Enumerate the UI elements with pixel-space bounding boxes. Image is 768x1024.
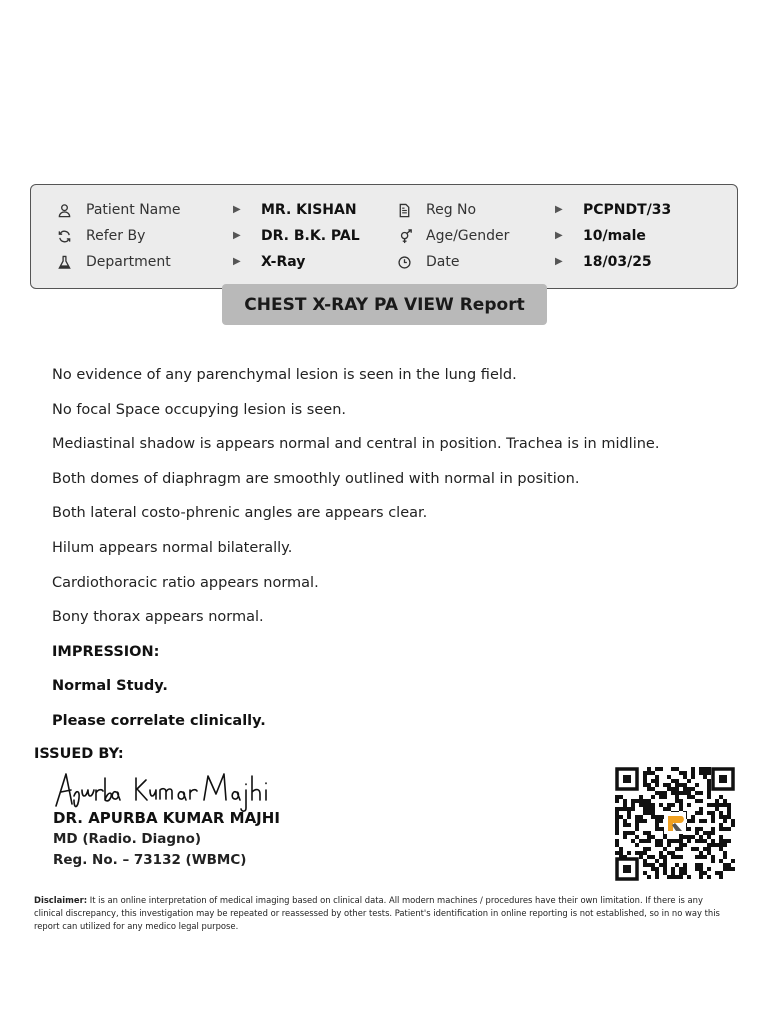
finding-line: Bony thorax appears normal. (52, 609, 264, 626)
findings-section (52, 364, 732, 745)
finding-line: Hilum appears normal bilaterally. (52, 539, 293, 556)
finding-line: No evidence of any parenchymal lesion is seen in the lung field. (52, 367, 517, 383)
patient-info-box (30, 184, 738, 289)
refer-by-row (31, 225, 737, 247)
disclaimer (34, 894, 734, 933)
qr-code (615, 767, 735, 881)
impression-text: Normal Study. (52, 678, 168, 695)
clock-icon (396, 251, 412, 273)
finding-line: Mediastinal shadow is appears normal and central in position. Trachea is in midline. (52, 436, 660, 453)
finding-line: No focal Space occupying lesion is seen. (52, 401, 347, 418)
department-label: Department (86, 254, 171, 270)
doctor-details (53, 808, 280, 871)
doctor-degree: MD (Radio. Diagno) (53, 831, 202, 847)
finding-line: Both domes of diaphragm are smoothly outlined with normal in position. (52, 470, 580, 487)
arrow-icon: ▶ (555, 204, 563, 215)
department-value: X-Ray (261, 254, 306, 270)
report-title: CHEST X-RAY PA VIEW Report (222, 284, 547, 325)
refresh-icon (56, 225, 72, 247)
doctor-name: DR. APURBA KUMAR MAJHI (53, 809, 280, 827)
reg-no-label: Reg No (426, 202, 477, 218)
date-value: 18/03/25 (583, 254, 652, 270)
arrow-icon: ▶ (555, 230, 563, 241)
finding-line: Both lateral costo-phrenic angles are appears clear. (52, 505, 428, 522)
disclaimer-text: It is an online interpretation of medical imaging based on clinical data. All modern machines / procedures have their own limitation. If there is any clinical discrepancy, this investigation may be repeated or reassessed by other tests. Patient's identification in online reporting is not established, so in no way this report can utilized for any medico legal purpose. (34, 895, 720, 931)
reg-no-value: PCPNDT/33 (583, 202, 672, 218)
correlate-note: Please correlate clinically. (52, 712, 266, 729)
patient-name-row (31, 199, 737, 221)
person-icon (56, 199, 72, 221)
arrow-icon: ▶ (233, 230, 241, 241)
doctor-registration: Reg. No. – 73132 (WBMC) (53, 852, 247, 868)
arrow-icon: ▶ (233, 256, 241, 267)
refer-by-label: Refer By (86, 228, 146, 244)
document-icon (396, 199, 412, 221)
department-row (31, 251, 737, 273)
arrow-icon: ▶ (555, 256, 563, 267)
gender-icon (398, 225, 414, 247)
patient-name-value: MR. KISHAN (261, 202, 357, 218)
flask-icon (56, 251, 72, 273)
patient-name-label: Patient Name (86, 202, 181, 218)
disclaimer-label: Disclaimer: (34, 895, 88, 905)
refer-by-value: DR. B.K. PAL (261, 228, 360, 244)
date-label: Date (426, 254, 460, 270)
finding-line: Cardiothoracic ratio appears normal. (52, 574, 319, 591)
age-gender-value: 10/male (583, 228, 646, 244)
age-gender-label: Age/Gender (426, 228, 510, 244)
issued-by-label: ISSUED BY: (34, 746, 124, 762)
arrow-icon: ▶ (233, 204, 241, 215)
impression-heading: IMPRESSION: (52, 643, 160, 660)
